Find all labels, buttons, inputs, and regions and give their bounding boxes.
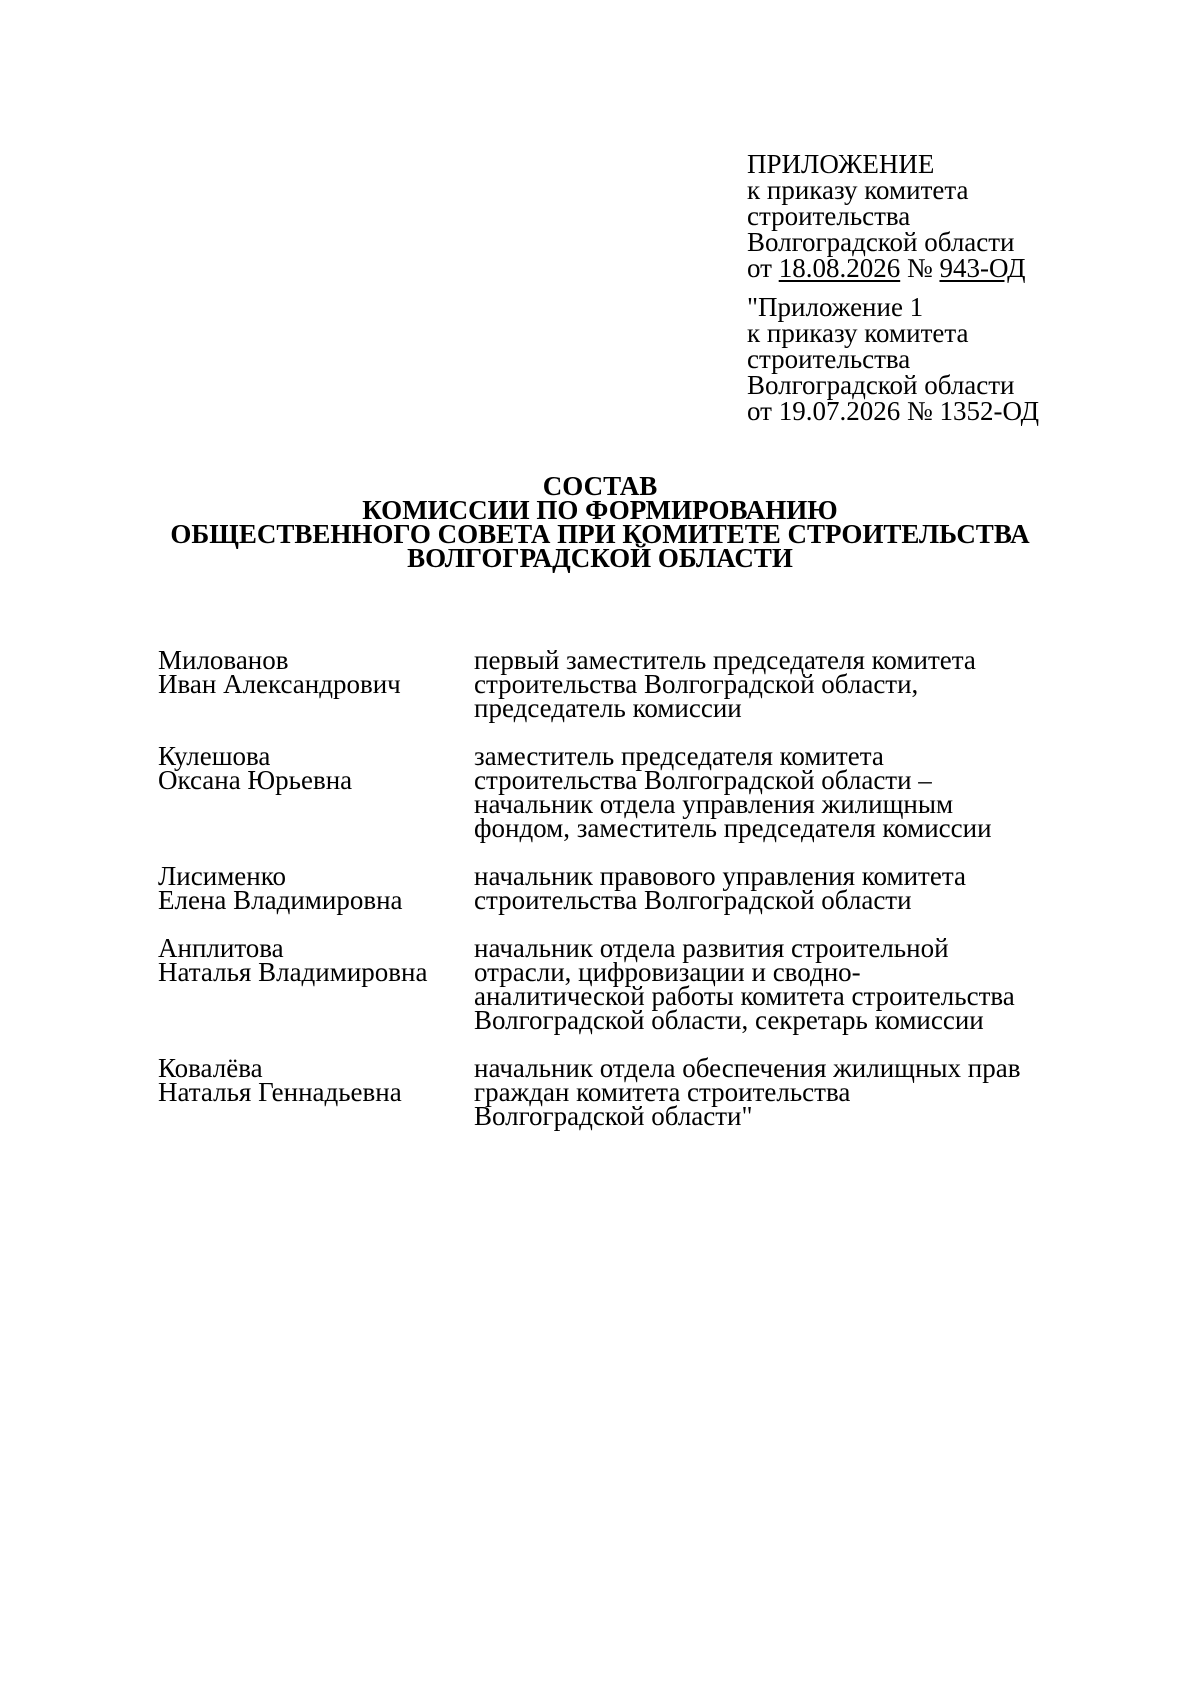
document-title (100, 471, 1100, 573)
document-title-line-2: КОМИССИИ ПО ФОРМИРОВАНИЮ (362, 495, 838, 525)
appendix-date-prefix: от (747, 253, 779, 283)
member-role-line: начальник правового управления комитета (474, 861, 966, 891)
member-name (158, 1053, 474, 1128)
member-role-line: начальник отдела развития строительной (474, 933, 949, 963)
member-role (474, 741, 1098, 843)
appendix-date: 18.08.2026 (778, 253, 901, 283)
document-title-line-1: СОСТАВ (542, 471, 658, 501)
member-given-names: Иван Александрович (158, 669, 401, 699)
member-role-line: председатель комиссии (474, 693, 742, 723)
member-role-line: Волгоградской области" (474, 1101, 753, 1131)
member-given-names: Оксана Юрьевна (158, 765, 353, 795)
appendix-line-2: к приказу комитета (747, 175, 969, 205)
appendix-line-3: строительства (747, 201, 911, 231)
member-surname: Лисименко (158, 861, 286, 891)
member-given-names: Елена Владимировна (158, 885, 403, 915)
original-appendix-header (747, 294, 1167, 424)
member-role-line: граждан комитета строительства (474, 1077, 851, 1107)
member-row (158, 645, 1098, 723)
members-list (158, 645, 1098, 1131)
member-surname: Анплитова (158, 933, 284, 963)
original-appendix-line-5: от 19.07.2026 № 1352-ОД (747, 396, 1040, 426)
appendix-title: ПРИЛОЖЕНИЕ (747, 149, 935, 179)
member-name (158, 861, 474, 915)
member-name (158, 741, 474, 840)
appendix-header (747, 151, 1167, 281)
member-role-line: строительства Волгоградской области – (474, 765, 932, 795)
member-role-line: аналитической работы комитета строительства (474, 981, 1015, 1011)
appendix-line-4: Волгоградской области (747, 227, 1015, 257)
member-given-names: Наталья Владимировна (158, 957, 428, 987)
original-appendix-title: "Приложение 1 (747, 292, 924, 322)
document-title-line-3: ОБЩЕСТВЕННОГО СОВЕТА ПРИ КОМИТЕТЕ СТРОИТЕЛЬСТВА (170, 519, 1030, 549)
member-surname: Кулешова (158, 741, 271, 771)
member-role-line: начальник отдела обеспечения жилищных прав (474, 1053, 1021, 1083)
original-appendix-line-2: к приказу комитета (747, 318, 969, 348)
member-given-names: Наталья Геннадьевна (158, 1077, 402, 1107)
member-role (474, 645, 1098, 723)
member-role-line: заместитель председателя комитета (474, 741, 884, 771)
member-role-line: начальник отдела управления жилищным (474, 789, 954, 819)
member-role-line: строительства Волгоградской области, (474, 669, 919, 699)
member-role (474, 933, 1098, 1035)
original-appendix-line-4: Волгоградской области (747, 370, 1015, 400)
member-role (474, 861, 1098, 915)
member-role (474, 1053, 1098, 1131)
member-surname: Милованов (158, 645, 289, 675)
member-role-line: фондом, заместитель председателя комиссии (474, 813, 992, 843)
member-name (158, 645, 474, 720)
original-appendix-line-3: строительства (747, 344, 911, 374)
member-role-line: Волгоградской области, секретарь комиссии (474, 1005, 984, 1035)
appendix-date-line (747, 255, 1167, 281)
member-row (158, 861, 1098, 915)
member-surname: Ковалёва (158, 1053, 263, 1083)
member-role-line: отрасли, цифровизации и сводно- (474, 957, 861, 987)
member-row (158, 933, 1098, 1035)
member-role-line: первый заместитель председателя комитета (474, 645, 976, 675)
member-row (158, 741, 1098, 843)
member-role-line: строительства Волгоградской области (474, 885, 912, 915)
member-row (158, 1053, 1098, 1131)
member-name (158, 933, 474, 1032)
document-title-line-4: ВОЛГОГРАДСКОЙ ОБЛАСТИ (407, 543, 793, 573)
appendix-number-prefix: № (900, 253, 940, 283)
appendix-number: 943-ОД (939, 253, 1026, 283)
